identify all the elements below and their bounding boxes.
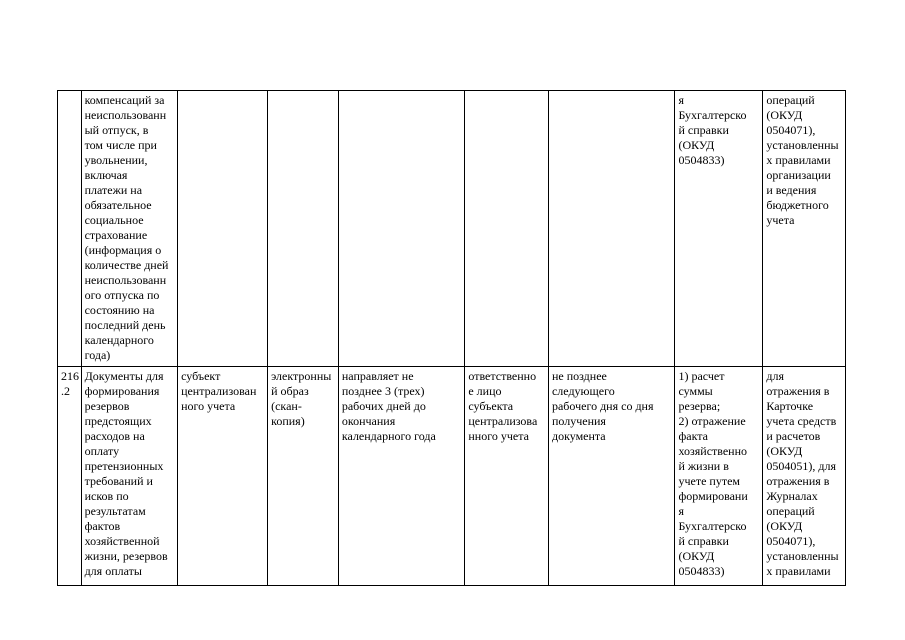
cell-purpose: для отражения в Карточке учета средств и расчетов (ОКУД 0504051), для отражения в Журналах операций (ОКУД 0504071), установленны х правилами [763,367,846,586]
cell-number [58,91,82,367]
cell-term [338,91,465,367]
cell-responsible [465,91,549,367]
cell-term: направляет не позднее 3 (трех) рабочих дней до окончания календарного года [338,367,465,586]
cell-form: электронны й образ (скан- копия) [268,367,339,586]
cell-document: компенсаций за неиспользованн ый отпуск, в том числе при увольнении, включая платежи на обязательное социальное страхование (информация о количестве дней неиспользованн ого отпуска по состоянию на последний день календарного года) [81,91,177,367]
cell-subject [178,91,268,367]
cell-responsible: ответственно е лицо субъекта централизова нного учета [465,367,549,586]
cell-purpose: операций (ОКУД 0504071), установленны х правилами организации и ведения бюджетного учета [763,91,846,367]
cell-subject: субъект централизован ного учета [178,367,268,586]
table-row [58,367,846,586]
cell-form [268,91,339,367]
cell-number: 216 .2 [58,367,82,586]
document-table [57,90,846,586]
cell-deadline: не позднее следующего рабочего дня со дня получения документа [548,367,675,586]
cell-document: Документы для формирования резервов предстоящих расходов на оплату претензионных требований и исков по результатам фактов хозяйственной жизни, резервов для оплаты [81,367,177,586]
cell-deadline [548,91,675,367]
cell-note: 1) расчет суммы резерва; 2) отражение факта хозяйственно й жизни в учете путем формировани я Бухгалтерско й справки (ОКУД 0504833) [675,367,763,586]
cell-note: я Бухгалтерско й справки (ОКУД 0504833) [675,91,763,367]
table-row [58,91,846,367]
